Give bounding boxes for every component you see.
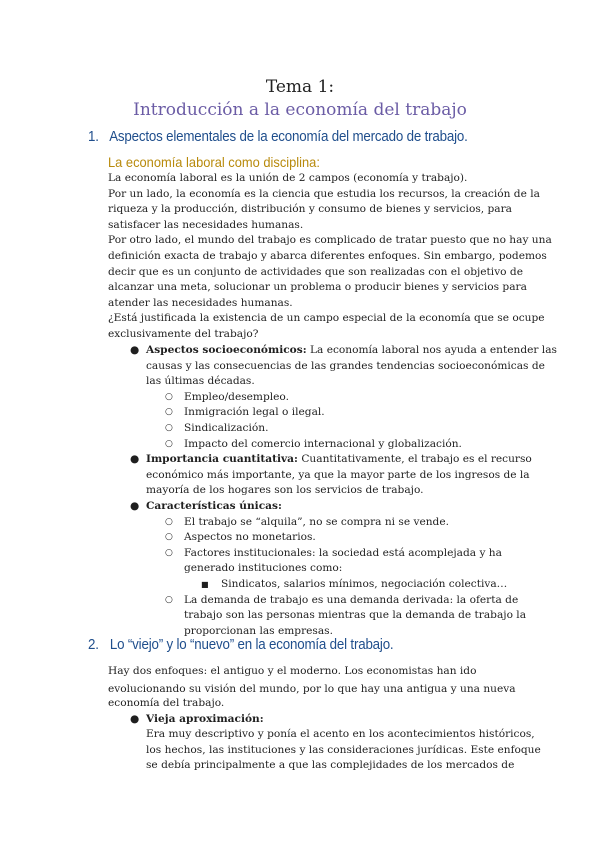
bullet-continuation: causas y las consecuencias de las grandes tendencias socioeconómicas de: [146, 359, 545, 372]
bullet-label: Vieja aproximación:: [146, 712, 264, 725]
circle-bullet-icon: ○: [165, 438, 173, 449]
section-1-title: Aspectos elementales de la economía del mercado de trabajo.: [109, 129, 468, 145]
section-1-number: 1.: [88, 129, 99, 145]
bullet-label: Características únicas:: [146, 499, 282, 512]
sub-bullet-item: ○ El trabajo se “alquila”, no se compra ni se vende.: [108, 515, 588, 531]
circle-bullet-icon: ○: [165, 594, 173, 605]
section-2-title: Lo “viejo” y lo “nuevo” en la economía del trabajo.: [109, 637, 394, 653]
circle-bullet-icon: ○: [165, 547, 173, 558]
section-2-intro: [108, 663, 578, 698]
bullet-item-caracteristicas: [108, 499, 588, 515]
bullet-continuation: se debía principalmente a que las complejidades de los mercados de: [146, 759, 515, 772]
circle-bullet-icon: ○: [165, 422, 173, 433]
sub-bullet-continuation: generado instituciones como:: [184, 562, 343, 575]
sub-bullet-item: ○ Impacto del comercio internacional y globalización.: [108, 437, 588, 453]
sub-bullet-item: ○ Sindicalización.: [108, 421, 588, 437]
bullet-text: Cuantitativamente, el trabajo es el recurso: [297, 453, 532, 466]
intro-line: satisfacer las necesidades humanas.: [108, 218, 304, 231]
intro-line: Hay dos enfoques: el antiguo y el moderno. Los economistas han ido: [108, 665, 477, 677]
bullet-label: Importancia cuantitativa:: [146, 453, 298, 466]
section-1-intro: [108, 171, 578, 343]
square-bullet-icon: ■: [201, 579, 209, 589]
intro-line: economía del trabajo.: [108, 697, 225, 709]
bullet-continuation: las últimas décadas.: [146, 375, 255, 388]
bullet-continuation: los hechos, las instituciones y las consideraciones jurídicas. Este enfoque: [146, 743, 541, 756]
intro-line: riqueza y la producción, distribución y consumo de bienes y servicios, para: [108, 203, 512, 216]
sub-bullet-item: ○ Inmigración legal o ilegal.: [108, 405, 588, 421]
section-1-heading: [88, 129, 468, 145]
circle-bullet-icon: ○: [165, 516, 173, 527]
intro-line: atender las necesidades humanas.: [108, 296, 293, 309]
sub-bullet-item: ○ Empleo/desempleo.: [108, 390, 588, 406]
circle-bullet-icon: ○: [165, 391, 173, 402]
bullet-item-socioeconomicos: [108, 343, 588, 359]
sub-bullet-continuation: trabajo son las personas mientras que la demanda de trabajo la: [184, 609, 527, 622]
section-2-number: 2.: [88, 637, 99, 653]
bullet-dot-icon: ●: [130, 453, 140, 466]
sub-bullet-item: ○ La demanda de trabajo es una demanda derivada: la oferta de: [108, 593, 588, 609]
intro-line: evolucionando su visión del mundo, por lo que hay una antigua y una nueva: [108, 682, 516, 695]
bullet-continuation: económico más importante, ya que la mayor parte de los ingresos de la: [146, 468, 530, 481]
intro-line: ¿Está justificada la existencia de un campo especial de la economía que se ocupe: [108, 312, 545, 325]
bullet-text: La economía laboral nos ayuda a entender las: [306, 344, 557, 356]
document-title: Tema 1:: [265, 77, 335, 97]
section-2-heading: [88, 637, 393, 653]
intro-line: Por otro lado, el mundo del trabajo es complicado de tratar puesto que no hay una: [108, 234, 552, 247]
sub-bullet-item: ○ Aspectos no monetarios.: [108, 530, 588, 546]
document-subtitle: Introducción a la economía del trabajo: [133, 100, 467, 120]
bullet-dot-icon: ●: [130, 499, 140, 512]
sub-sub-bullet-item: ■ Sindicatos, salarios mínimos, negociación colectiva…: [108, 577, 588, 593]
section-1-subheading: La economía laboral como disciplina:: [108, 154, 320, 170]
intro-line: alcanzar una meta, solucionar un problema o producir bienes y servicios para: [108, 281, 527, 294]
intro-line: decir que es un conjunto de actividades que son realizadas con el objetivo de: [108, 265, 523, 278]
sub-bullet-continuation: proporcionan las empresas.: [184, 624, 333, 637]
bullet-continuation: Era muy descriptivo y ponía el acento en los acontecimientos históricos,: [146, 728, 535, 741]
bullet-continuation: mayoría de los hogares son los servicios de trabajo.: [146, 484, 424, 497]
bullet-dot-icon: ●: [130, 712, 140, 725]
bullet-label: Aspectos socioeconómicos:: [146, 344, 307, 356]
intro-line: exclusivamente del trabajo?: [108, 327, 259, 340]
bullet-item-importancia: [108, 452, 588, 468]
circle-bullet-icon: ○: [165, 532, 173, 543]
sub-bullet-item: ○ Factores institucionales: la sociedad está acomplejada y ha: [108, 546, 588, 562]
circle-bullet-icon: ○: [165, 407, 173, 418]
intro-line: La economía laboral es la unión de 2 campos (economía y trabajo).: [108, 172, 468, 184]
bullet-dot-icon: ●: [130, 344, 140, 356]
bullet-item-vieja: [108, 712, 588, 728]
intro-line: definición exacta de trabajo y abarca diferentes enfoques. Sin embargo, podemos: [108, 249, 547, 262]
section-1-bullets: [108, 343, 588, 639]
section-2-body: [108, 696, 588, 774]
intro-line: Por un lado, la economía es la ciencia que estudia los recursos, la creación de la: [108, 187, 540, 200]
